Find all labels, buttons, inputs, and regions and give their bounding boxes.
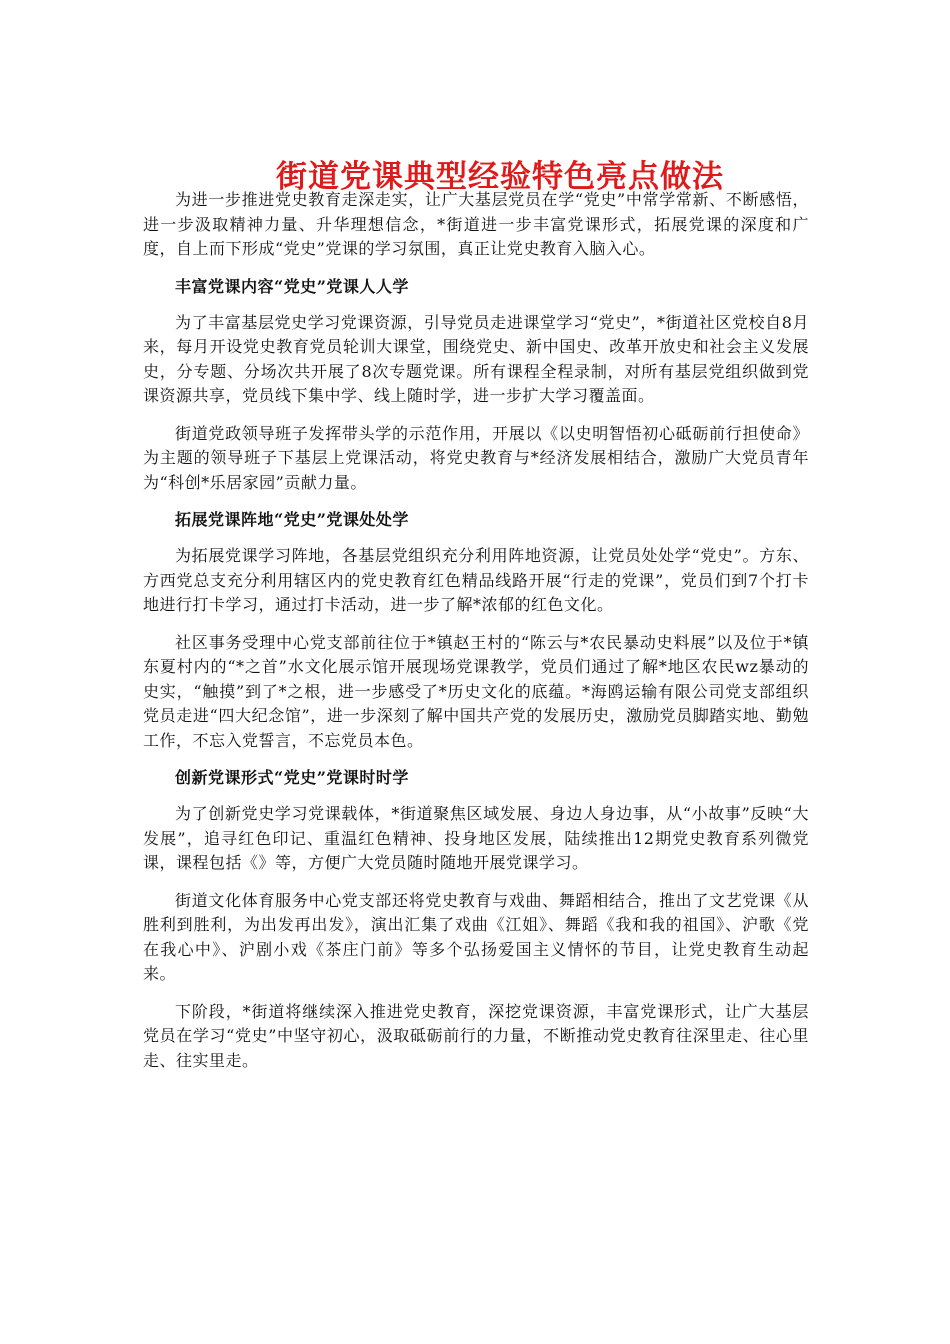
document-body: [143, 188, 809, 1086]
intro-paragraph: 为进一步推进党史教育走深走实，让广大基层党员在学“党史”中常学常新、不断感悟，进一步汲取精神力量、升华理想信念，*街道进一步丰富党课形式，拓展党课的深度和广度，自上而下形成“党史”党课的学习氛围，真正让党史教育入脑入心。: [143, 190, 809, 258]
section-heading-format: 创新党课形式“党史”党课时时学: [175, 768, 409, 787]
section-heading-content: 丰富党课内容“党史”党课人人学: [175, 276, 409, 296]
body-paragraph: 社区事务受理中心党支部前往位于*镇赵王村的“陈云与*农民暴动史料展”以及位于*镇东夏村内的“*之首”水文化展示馆开展现场党课教学，党员们通过了解*地区农民wz暴动的史实，“触摸”到了*之根，进一步感受了*历史文化的底蕴。*海鸥运输有限公司党支部组织党员走进“四大纪念馆”，进一步深刻了解中国共产党的发展历史，激励党员脚踏实地、勤勉工作，不忘入党誓言，不忘党员本色。: [143, 632, 809, 750]
body-paragraph: 为了丰富基层党史学习党课资源，引导党员走进课堂学习“党史”，*街道社区党校自8月来，每月开设党史教育党员轮训大课堂，围绕党史、新中国史、改革开放史和社会主义发展史，分专题、分场次共开展了8次专题党课。所有课程全程录制，对所有基层党组织做到党课资源共享，党员线下集中学、线上随时学，进一步扩大学习覆盖面。: [143, 312, 809, 405]
document-title: 街道党课典型经验特色亮点做法: [276, 158, 724, 195]
body-paragraph: 为拓展党课学习阵地，各基层党组织充分利用阵地资源，让党员处处学“党史”。方东、方西党总支充分利用辖区内的党史教育红色精品线路开展“行走的党课”，党员们到7个打卡地进行打卡学习，通过打卡活动，进一步了解*浓郁的红色文化。: [143, 546, 809, 614]
closing-paragraph: 下阶段，*街道将继续深入推进党史教育，深挖党课资源，丰富党课形式，让广大基层党员在学习“党史”中坚守初心，汲取砥砺前行的力量，不断推动党史教育往深里走、往心里走、往实里走。: [143, 1001, 809, 1070]
body-paragraph: 街道文化体育服务中心党支部还将党史教育与戏曲、舞蹈相结合，推出了文艺党课《从胜利到胜利，为出发再出发》，演出汇集了戏曲《江姐》、舞蹈《我和我的祖国》、沪歌《党在我心中》、沪剧小戏《茶庄门前》等多个弘扬爱国主义情怀的节目，让党史教育生动起来。: [143, 890, 809, 983]
section-heading-venue: 拓展党课阵地“党史”党课处处学: [175, 510, 409, 529]
body-paragraph: 为了创新党史学习党课载体，*街道聚焦区域发展、身边人身边事，从“小故事”反映“大发展”，追寻红色印记、重温红色精神、投身地区发展，陆续推出12期党史教育系列微党课，课程包括《》等，方便广大党员随时随地开展党课学习。: [143, 804, 809, 872]
body-paragraph: 街道党政领导班子发挥带头学的示范作用，开展以《以史明智悟初心砥砺前行担使命》为主题的领导班子下基层上党课活动，将党史教育与*经济发展相结合，激励广大党员青年为“科创*乐居家园”贡献力量。: [143, 423, 809, 492]
